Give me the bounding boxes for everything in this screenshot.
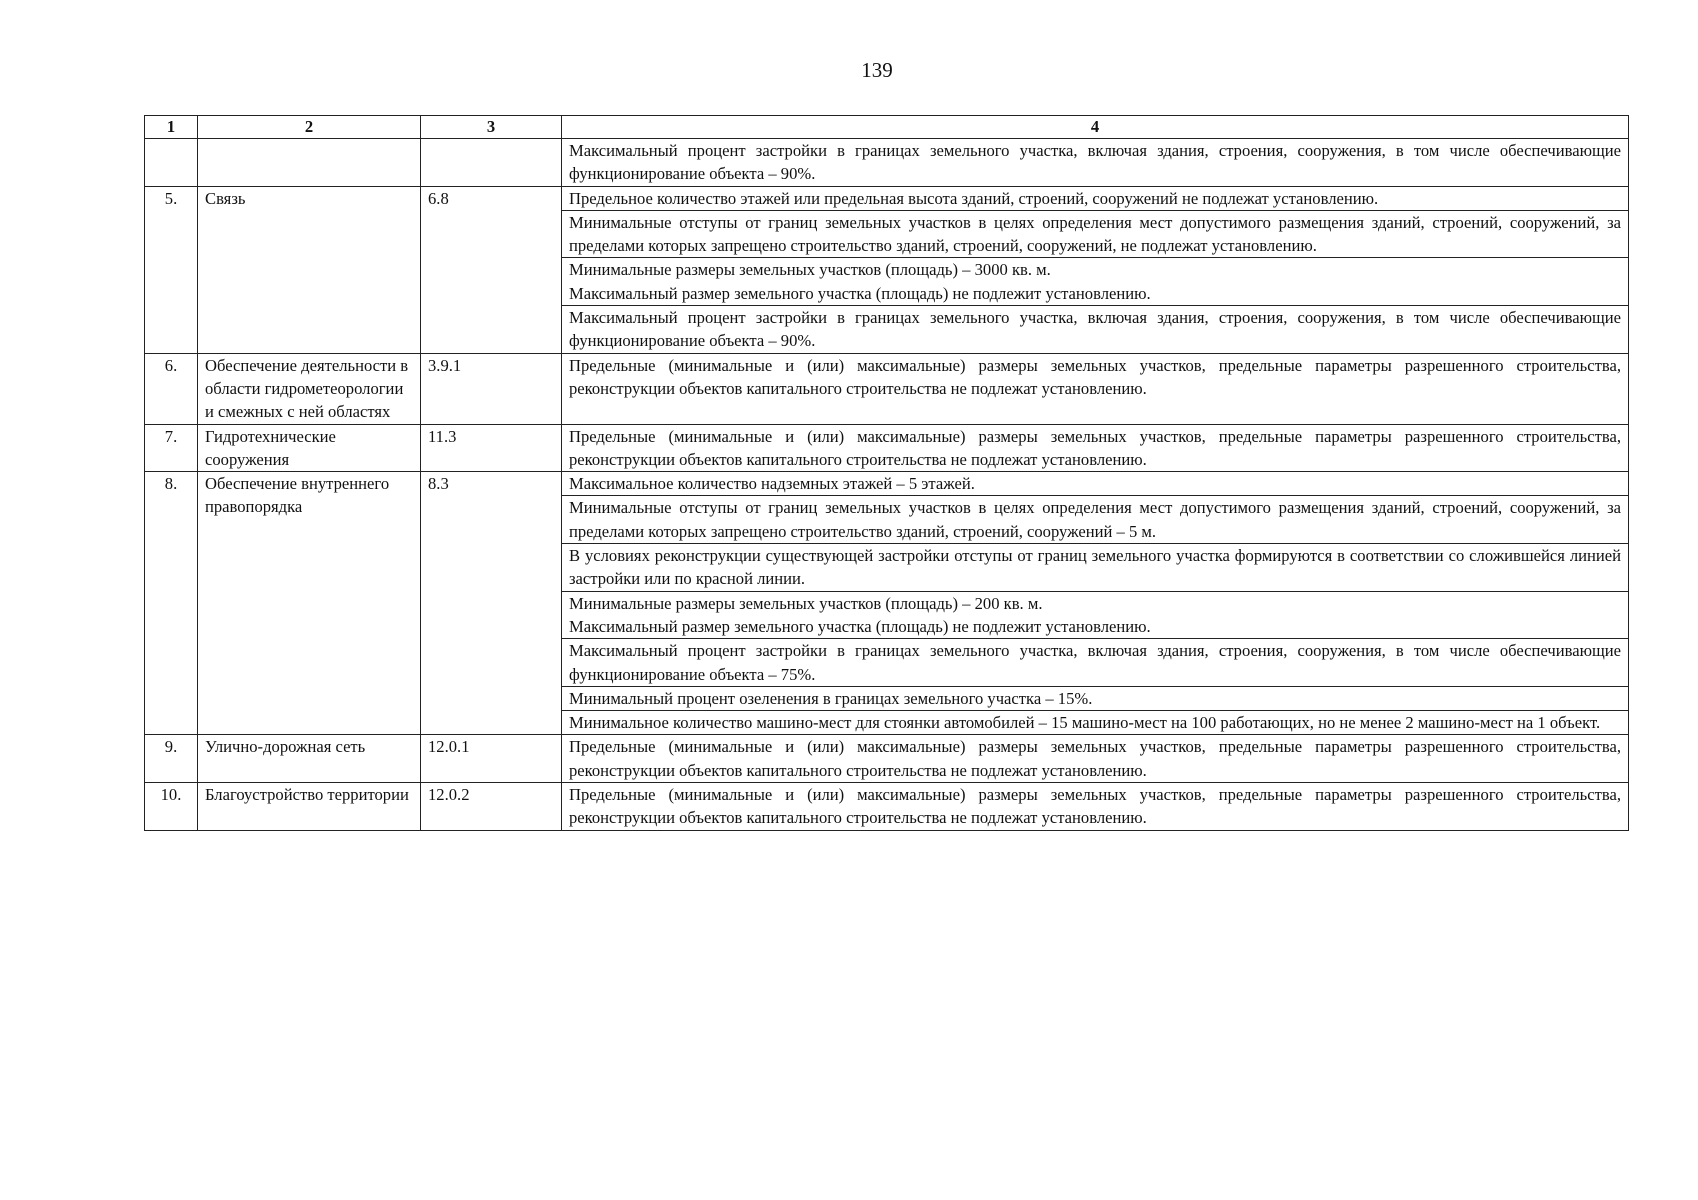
table-header-row [145,116,1629,139]
cell-param: Предельные (минимальные и (или) максимальные) размеры земельных участков, предельные параметры разрешенного строительства, реконструкции объектов капитального строительства не подлежат установлению. [562,735,1629,783]
table-row-continuation [145,139,1629,187]
param-line: Минимальные размеры земельных участков (площадь) – 200 кв. м. [569,593,1043,613]
cell-code: 11.3 [421,424,562,472]
cell-param: Минимальные отступы от границ земельных участков в целях определения мест допустимого размещения зданий, строений, сооружений, за пределами которых запрещено строительство зданий, строений, сооружений – 5 м. [562,496,1629,544]
cell-param: Максимальное количество надземных этажей – 5 этажей. [562,472,1629,496]
cell-name: Улично-дорожная сеть [198,735,421,783]
header-col-1: 1 [145,116,198,139]
cell-code: 12.0.2 [421,783,562,831]
cell-param: Максимальный процент застройки в границах земельного участка, включая здания, строения, сооружения, в том числе обеспечивающие функционирование объекта – 75%. [562,639,1629,687]
cell-num: 5. [145,186,198,353]
cell-param: Минимальные отступы от границ земельных участков в целях определения мест допустимого размещения зданий, строений, сооружений, за пределами которых запрещено строительство зданий, строений, сооружений, не подлежат установлению. [562,210,1629,258]
cell-name: Обеспечение внутреннего правопорядка [198,472,421,735]
cell-code [421,139,562,187]
table-row [145,472,1629,496]
cell-name: Связь [198,186,421,353]
param-line: Максимальный размер земельного участка (площадь) не подлежит установлению. [569,283,1151,303]
page-number: 139 [861,58,893,82]
cell-num: 8. [145,472,198,735]
cell-param [562,258,1629,306]
cell-name: Обеспечение деятельности в области гидрометеорологии и смежных с ней областях [198,353,421,424]
param-line: Максимальный размер земельного участка (площадь) не подлежит установлению. [569,616,1151,636]
cell-name: Благоустройство территории [198,783,421,831]
header-col-3: 3 [421,116,562,139]
cell-num: 10. [145,783,198,831]
cell-num: 7. [145,424,198,472]
cell-num: 6. [145,353,198,424]
cell-param: В условиях реконструкции существующей застройки отступы от границ земельного участка формируются в соответствии со сложившейся линией застройки или по красной линии. [562,544,1629,592]
cell-param: Предельные (минимальные и (или) максимальные) размеры земельных участков, предельные параметры разрешенного строительства, реконструкции объектов капитального строительства не подлежат установлению. [562,424,1629,472]
cell-param: Максимальный процент застройки в границах земельного участка, включая здания, строения, сооружения, в том числе обеспечивающие функционирование объекта – 90%. [562,139,1629,187]
cell-num: 9. [145,735,198,783]
table-row [145,783,1629,831]
cell-code: 8.3 [421,472,562,735]
param-line: Минимальные размеры земельных участков (площадь) – 3000 кв. м. [569,260,1051,280]
table-row [145,353,1629,424]
cell-param: Предельное количество этажей или предельная высота зданий, строений, сооружений не подлежат установлению. [562,186,1629,210]
table-row [145,735,1629,783]
cell-param: Минимальное количество машино-мест для стоянки автомобилей – 15 машино-мест на 100 работающих, но не менее 2 машино-мест на 1 объект. [562,711,1629,735]
cell-code: 6.8 [421,186,562,353]
cell-param: Минимальный процент озеленения в границах земельного участка – 15%. [562,686,1629,710]
table-row [145,424,1629,472]
cell-code: 3.9.1 [421,353,562,424]
header-col-4: 4 [562,116,1629,139]
cell-param: Максимальный процент застройки в границах земельного участка, включая здания, строения, сооружения, в том числе обеспечивающие функционирование объекта – 90%. [562,306,1629,354]
cell-name: Гидротехнические сооружения [198,424,421,472]
regulations-table [144,115,1629,831]
cell-num [145,139,198,187]
cell-param: Предельные (минимальные и (или) максимальные) размеры земельных участков, предельные параметры разрешенного строительства, реконструкции объектов капитального строительства не подлежат установлению. [562,783,1629,831]
header-col-2: 2 [198,116,421,139]
cell-code: 12.0.1 [421,735,562,783]
table-row [145,186,1629,210]
cell-name [198,139,421,187]
cell-param [562,591,1629,639]
cell-param: Предельные (минимальные и (или) максимальные) размеры земельных участков, предельные параметры разрешенного строительства, реконструкции объектов капитального строительства не подлежат установлению. [562,353,1629,424]
